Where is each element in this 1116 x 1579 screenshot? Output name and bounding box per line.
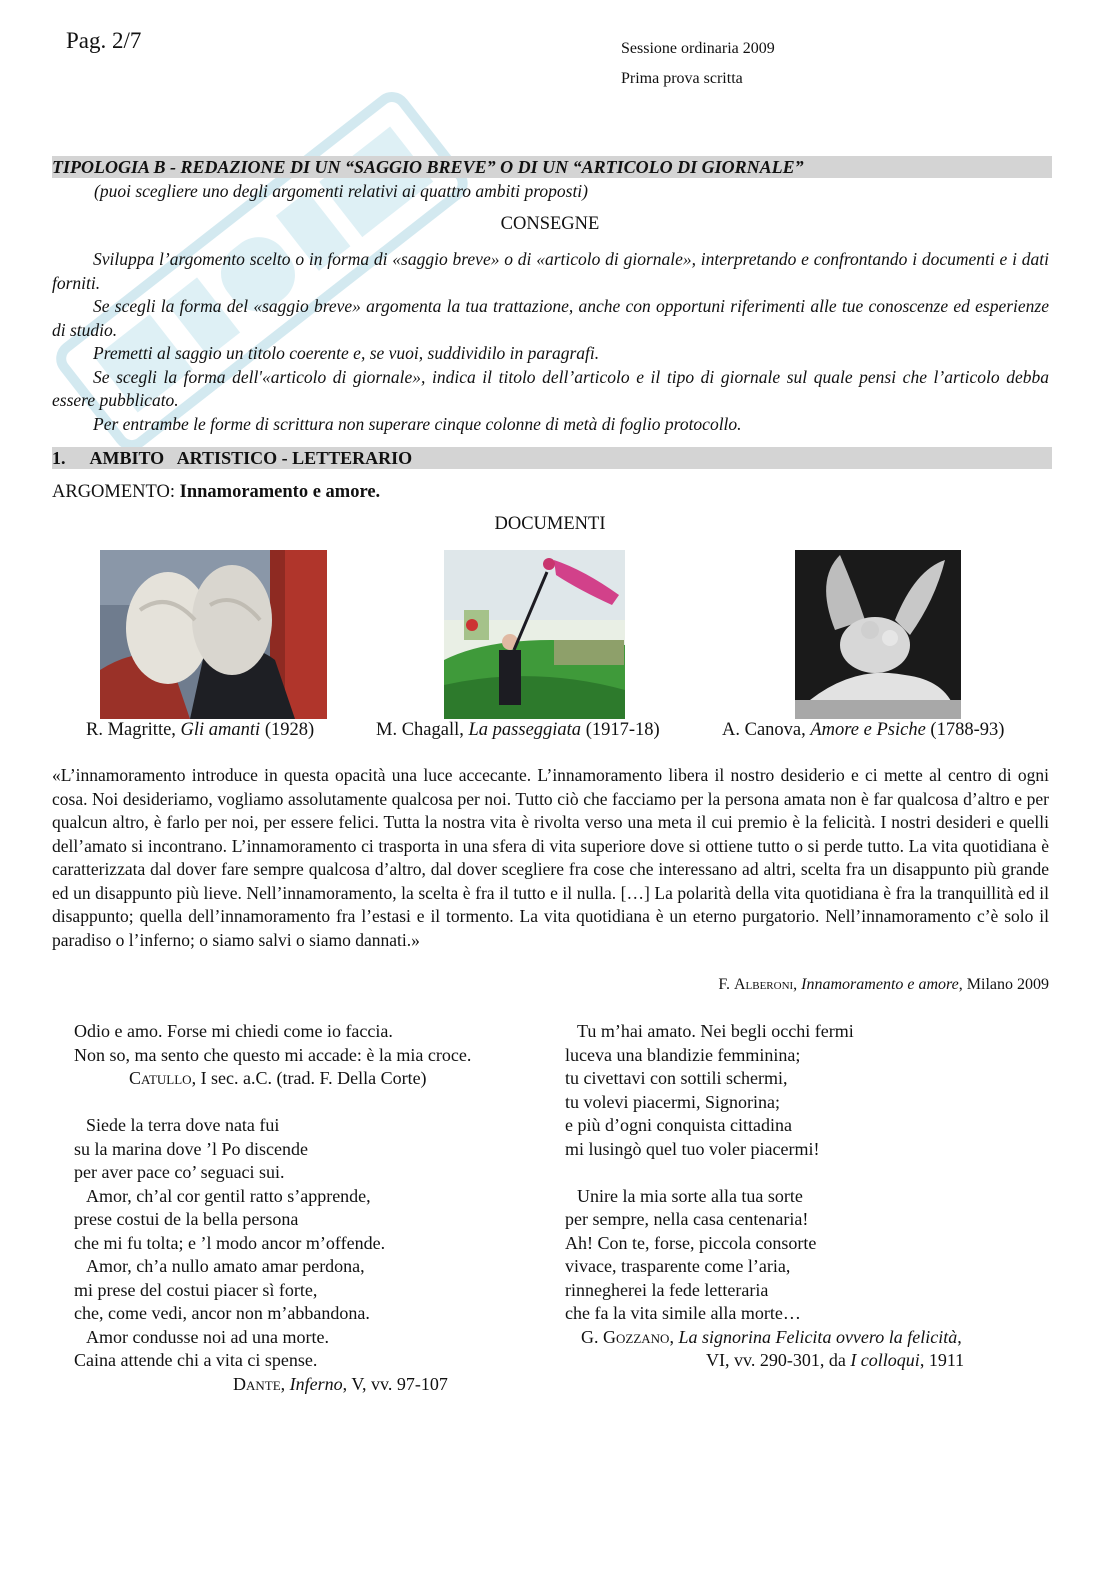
catullo-poem (74, 1020, 471, 1091)
magritte-painting (100, 550, 327, 719)
work-title: Inferno (289, 1373, 343, 1394)
collection-title: I colloqui (850, 1350, 920, 1370)
work-info: , V, vv. 97-107 (342, 1373, 448, 1394)
exam-label: Prima prova scritta (621, 70, 743, 87)
ambito-label: AMBITO ARTISTICO - LETTERARIO (89, 448, 413, 468)
poem-line: Siede la terra dove nata fui (86, 1115, 280, 1135)
poem-line: Caina attende chi a vita ci spense. (74, 1350, 318, 1370)
gozzano-poem (565, 1020, 964, 1373)
session-info (621, 34, 775, 94)
alberoni-source (718, 976, 1049, 994)
poem-line: e più d’ogni conquista cittadina (565, 1115, 792, 1135)
poem-line: prese costui de la bella persona (74, 1209, 299, 1229)
author-name: Gozzano (603, 1326, 670, 1347)
author-initial: F. (718, 976, 730, 993)
artwork-year: (1928) (264, 720, 315, 740)
poem-line: Unire la mia sorte alla tua sorte (577, 1185, 803, 1206)
consegne-paragraph: Sviluppa l’argomento scelto o in forma di «saggio breve» o di «articolo di giornale», interpretando e confrontando i documenti e i dati forniti. (52, 249, 1049, 293)
catullo-attribution (74, 1067, 471, 1091)
consegne-text (52, 248, 1049, 436)
tipologia-note: (puoi scegliere uno degli argomenti relativi ai quattro ambiti proposti) (94, 181, 588, 201)
alberoni-quote: «L’innamoramento introduce in questa opacità una luce accecante. L’innamoramento libera il nostro desiderio e ci mette al centro di ogni cosa. Noi desideriamo, vogliamo assolutamente qualcosa per noi. Tutto ciò che facciamo per la persona amata non è far qualcosa d’altro e per qualcun altro, è farlo per noi, per essere felici. Tutta la nostra vita è rivolta verso una meta il cui premio è la felicità. I nostri desideri e quelli dell’amato si incontrano. L’innamoramento ci trasporta in una sfera di vita superiore dove si ottiene tutto o si perde tutto. La vita quotidiana è caratterizzata dal dover fare sempre qualcosa d’altro, dal dover scegliere fra cose che interessano ad altri, scelta fra un disappunto più grande ed un disappunto più lieve. Nell’innamoramento, la scelta è fra il tutto e il nulla. […] La polarità della vita quotidiana è fra la tranquillità ed il disappunto; quella dell’innamoramento fra l’estasi e il tormento. La vita quotidiana è un eterno purgatorio. Nell’innamoramento c’è solo il paradiso o l’inferno; o siamo salvi o siamo dannati.» (52, 765, 1049, 950)
poem-line: Amor, ch’al cor gentil ratto s’apprende, (86, 1185, 371, 1206)
work-title: La signorina Felicita ovvero la felicità (678, 1326, 958, 1347)
artwork-title: La passeggiata (468, 720, 582, 740)
poem-line: che, come vedi, ancor non m’abbandona. (74, 1303, 370, 1323)
work-info: , Milano 2009 (958, 976, 1049, 993)
poem-line: per sempre, nella casa centenaria! (565, 1209, 809, 1229)
author-initial: G. (581, 1326, 599, 1347)
artwork-title: Amore e Psiche (810, 720, 926, 740)
gozzano-attribution: G. Gozzano, La signorina Felicita ovvero la felicità, (581, 1326, 962, 1347)
work-year: , 1911 (919, 1350, 965, 1370)
gozzano-attribution-line2 (565, 1349, 964, 1373)
tipologia-title: TIPOLOGIA B - REDAZIONE DI UN “SAGGIO BREVE” O DI UN “ARTICOLO DI GIORNALE” (52, 156, 1052, 178)
work-title: Innamoramento e amore (801, 976, 959, 993)
ambito-title (52, 447, 1052, 469)
caption-chagall (376, 720, 660, 741)
poem-line: Tu m’hai amato. Nei begli occhi fermi (577, 1021, 854, 1041)
artist-name: R. Magritte, (86, 720, 176, 740)
caption-magritte (86, 720, 314, 741)
poem-line: Amor, ch’a nullo amato amar perdona, (86, 1256, 365, 1276)
poem-line: su la marina dove ’l Po discende (74, 1138, 308, 1159)
session-label: Sessione ordinaria 2009 (621, 40, 775, 57)
ambito-number: 1. (52, 448, 66, 468)
dante-attribution: Dante, Inferno, V, vv. 97-107 (233, 1373, 448, 1394)
work-info: , I sec. a.C. (trad. F. Della Corte) (191, 1068, 427, 1088)
artwork-title: Gli amanti (180, 720, 261, 740)
artwork-year: (1788-93) (930, 720, 1005, 740)
poem-line: mi prese del costui piacer sì forte, (74, 1279, 318, 1300)
poem-line: rinnegherei la fede letteraria (565, 1279, 769, 1300)
consegne-paragraph: Premetti al saggio un titolo coerente e, se vuoi, suddividilo in paragrafi. (93, 343, 600, 363)
poem-line: che mi fu tolta; e ’l modo ancor m’offende. (74, 1232, 386, 1253)
poem-line: Ah! Con te, forse, piccola consorte (565, 1232, 817, 1253)
poem-line: tu civettavi con sottili schermi, (565, 1068, 788, 1088)
poem-line: Amor condusse noi ad una morte. (86, 1326, 329, 1347)
consegne-paragraph: Per entrambe le forme di scrittura non superare cinque colonne di metà di foglio protocollo. (93, 413, 742, 434)
artist-name: A. Canova, (722, 720, 806, 740)
author-name: Catullo (129, 1068, 192, 1088)
poem-line: vivace, trasparente come l’aria, (565, 1256, 791, 1276)
consegne-heading: CONSEGNE (500, 214, 600, 234)
caption-canova (722, 720, 1004, 741)
author-name: Dante (233, 1373, 281, 1394)
argomento-value: Innamoramento e amore. (179, 482, 381, 502)
consegne-paragraph: Se scegli la forma dell'«articolo di giornale», indica il titolo dell’articolo e il tipo di giornale sul quale pensi che l’articolo debba essere pubblicato. (52, 366, 1049, 410)
chagall-painting (444, 550, 625, 719)
work-info: VI, vv. 290-301, da (706, 1350, 851, 1370)
poem-line: tu volevi piacermi, Signorina; (565, 1091, 780, 1112)
poem-line: che fa la vita simile alla morte… (565, 1303, 801, 1323)
work-info: , (957, 1326, 962, 1347)
poem-line: Odio e amo. Forse mi chiedi come io faccia. (74, 1021, 393, 1041)
artwork-year: (1917-18) (585, 720, 660, 740)
argomento-label: ARGOMENTO: (52, 482, 175, 502)
poem-line: per aver pace co’ seguaci sui. (74, 1162, 285, 1182)
poem-line: luceva una blandizie femminina; (565, 1044, 801, 1065)
page-number: Pag. 2/7 (66, 28, 142, 53)
argomento (52, 482, 380, 503)
artist-name: M. Chagall, (376, 720, 464, 740)
poem-line: mi lusingò quel tuo voler piacermi! (565, 1138, 820, 1159)
consegne-paragraph: Se scegli la forma del «saggio breve» argomenta la tua trattazione, anche con opportuni riferimenti alle tue conoscenze ed esperienze di studio. (52, 296, 1049, 340)
documenti-heading: DOCUMENTI (494, 514, 606, 534)
dante-poem (74, 1114, 448, 1396)
canova-sculpture (795, 550, 961, 719)
author-name: Alberoni, (733, 976, 798, 993)
poem-line: Non so, ma sento che questo mi accade: è la mia croce. (74, 1044, 472, 1065)
